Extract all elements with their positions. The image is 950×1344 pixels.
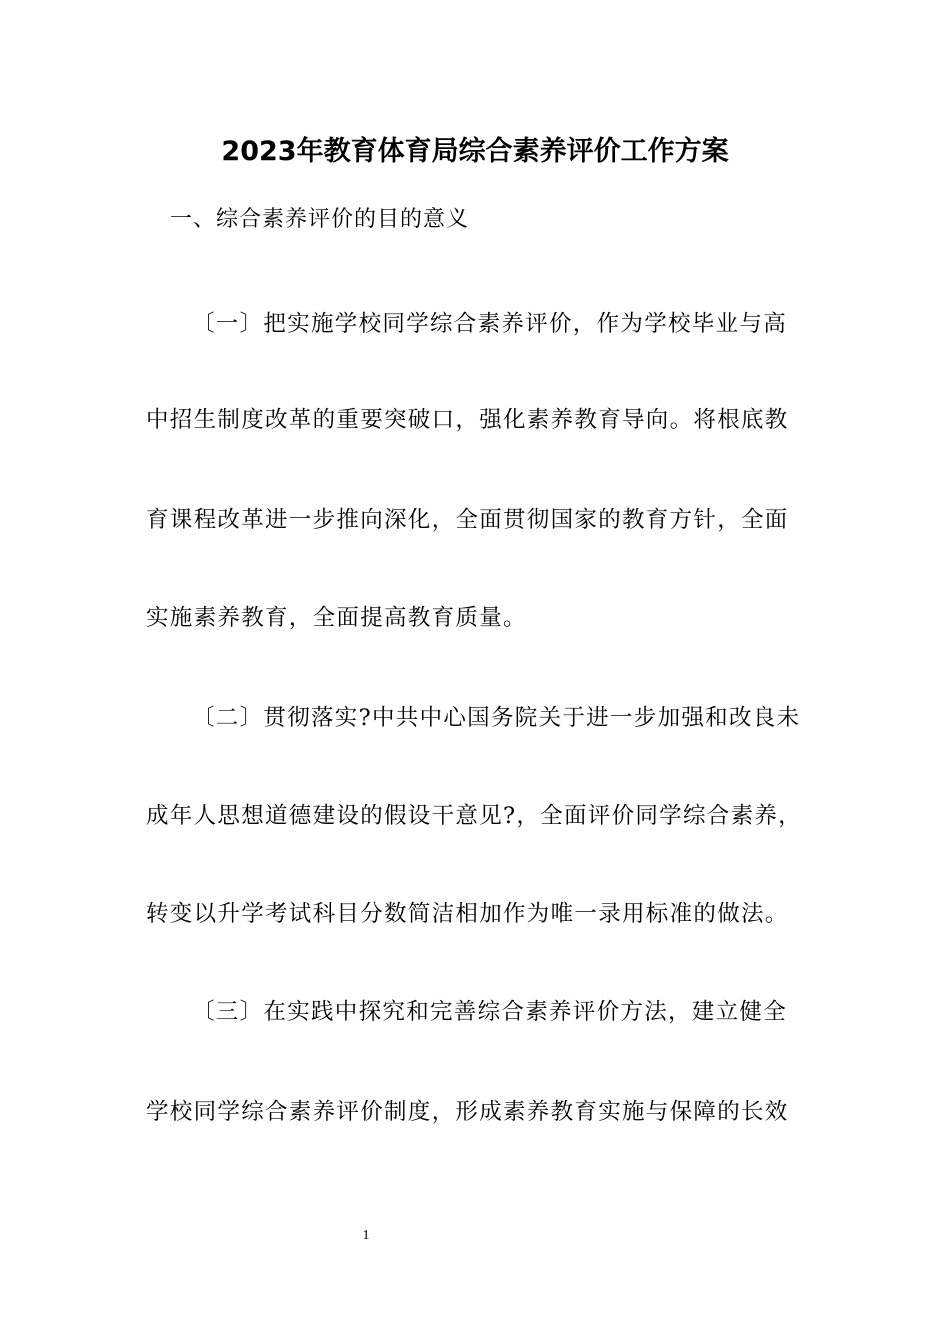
paragraph-line: 成年人思想道德建设的假设干意见?，全面评价同学综合素养， bbox=[146, 803, 802, 829]
paragraph-line: 育课程改革进一步推向深化，全面贯彻国家的教育方针，全面 bbox=[146, 507, 789, 533]
paragraph-line: 〔一〕把实施学校同学综合素养评价，作为学校毕业与高 bbox=[192, 311, 788, 337]
paragraph-line: 中招生制度改革的重要突破口，强化素养教育导向。将根底教 bbox=[146, 407, 789, 433]
paragraph-line: 〔三〕在实践中探究和完善综合素养评价方法，建立健全 bbox=[192, 999, 788, 1025]
page-number: 1 bbox=[362, 1228, 370, 1243]
page-title: 2023年教育体育局综合素养评价工作方案 bbox=[221, 136, 729, 167]
paragraph-line: 〔二〕贯彻落实?中共中心国务院关于进一步加强和改良未 bbox=[192, 705, 801, 731]
section-heading: 一、综合素养评价的目的意义 bbox=[170, 207, 470, 232]
paragraph-line: 学校同学综合素养评价制度，形成素养教育实施与保障的长效 bbox=[146, 1099, 789, 1125]
paragraph-line: 转变以升学考试科目分数简洁相加作为唯一录用标准的做法。 bbox=[146, 901, 789, 927]
paragraph-line: 实施素养教育，全面提高教育质量。 bbox=[146, 605, 527, 631]
